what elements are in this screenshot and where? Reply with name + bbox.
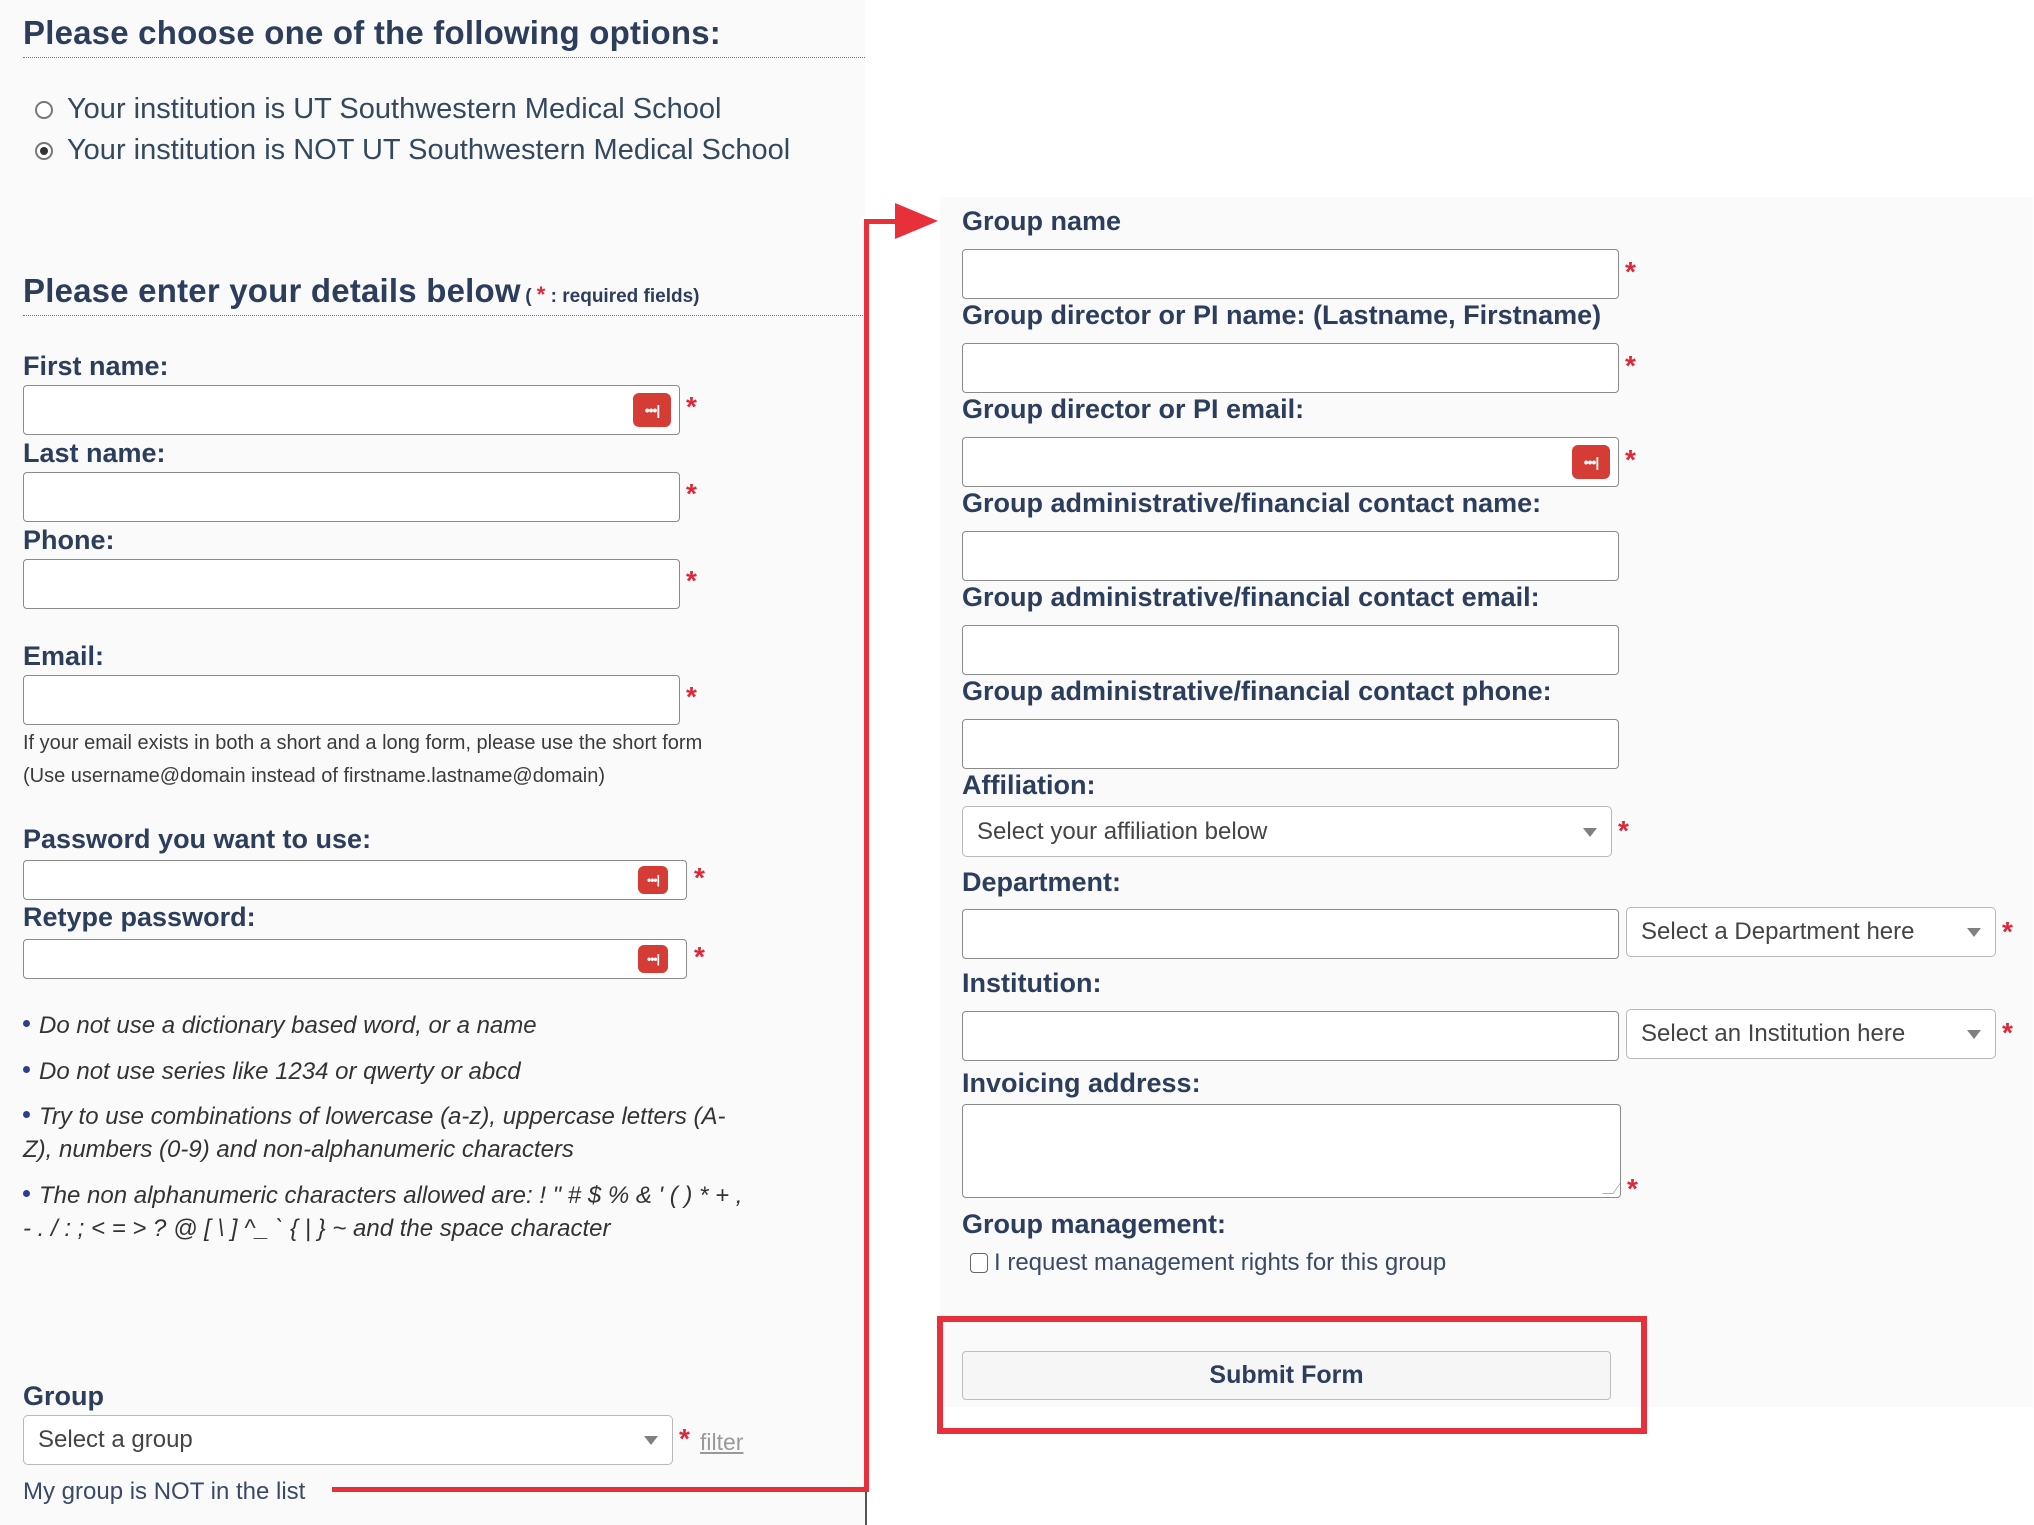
required-note-star: * [536, 282, 546, 307]
email-help-text: If your email exists in both a short and a long form, please use the short form [23, 732, 703, 754]
password-label: Password you want to use: [23, 824, 372, 854]
required-star: * [1625, 256, 1636, 287]
department-select[interactable] [1626, 907, 1996, 957]
chevron-down-icon [1967, 928, 1981, 937]
required-note [525, 282, 700, 307]
retype-password-label: Retype password: [23, 902, 256, 932]
password-manager-icon[interactable]: •••| [638, 945, 668, 973]
group-select[interactable] [23, 1415, 673, 1465]
department-select-value: Select a Department here [1641, 918, 1915, 945]
last-name-label: Last name: [23, 438, 166, 468]
required-star: * [686, 681, 697, 712]
admin-name-input[interactable] [962, 531, 1619, 581]
institution-input[interactable] [962, 1011, 1619, 1061]
panel-divider [865, 1492, 867, 1525]
affiliation-label: Affiliation: [962, 770, 1096, 800]
radio-button-selected[interactable] [35, 142, 53, 160]
institution-select[interactable] [1626, 1009, 1996, 1059]
password-rule [23, 1100, 753, 1166]
required-note-text: : required fields) [550, 286, 700, 307]
chevron-down-icon [1583, 828, 1597, 837]
annotation-line-horizontal [332, 1487, 869, 1492]
group-management-label: Group management: [962, 1209, 1227, 1239]
phone-input[interactable] [23, 559, 680, 609]
annotation-arrow-icon [895, 203, 938, 239]
options-heading: Please choose one of the following options: [23, 14, 721, 51]
email-input[interactable] [23, 675, 680, 725]
affiliation-select[interactable] [962, 806, 1612, 857]
institution-label: Institution: [962, 968, 1102, 998]
password-rule [23, 1009, 753, 1042]
management-rights-option[interactable] [970, 1249, 1446, 1277]
password-input[interactable] [23, 860, 687, 900]
chevron-down-icon [644, 1436, 658, 1445]
phone-label: Phone: [23, 525, 115, 555]
pi-name-label: Group director or PI name: (Lastname, Firstname) [962, 300, 1602, 330]
resize-handle-icon[interactable] [1602, 1183, 1621, 1194]
department-label: Department: [962, 867, 1122, 897]
password-rule-text: The non alphanumeric characters allowed are: ! " # $ % & ' ( ) * + , - . / : ; < = > ? @ [ \ ] ^_ ` { | } ~ and the space character [23, 1182, 743, 1242]
password-manager-icon[interactable]: •••| [633, 393, 671, 427]
radio-option-utsw[interactable] [35, 93, 721, 126]
password-manager-icon[interactable]: •••| [1572, 445, 1610, 479]
bullet-icon [23, 1111, 30, 1118]
required-star: * [1618, 815, 1629, 846]
required-star: * [686, 565, 697, 596]
bullet-icon [23, 1190, 30, 1197]
password-manager-icon[interactable]: •••| [638, 866, 668, 894]
required-star: * [2002, 916, 2013, 947]
management-rights-checkbox[interactable] [970, 1253, 988, 1273]
admin-phone-label: Group administrative/financial contact phone: [962, 676, 1552, 706]
required-star: * [2002, 1017, 2013, 1048]
admin-email-label: Group administrative/financial contact email: [962, 582, 1540, 612]
annotation-line-vertical [864, 219, 869, 1492]
department-input[interactable] [962, 909, 1619, 959]
institution-select-value: Select an Institution here [1641, 1020, 1906, 1047]
retype-password-input[interactable] [23, 939, 687, 979]
management-rights-label: I request management rights for this group [994, 1249, 1447, 1276]
email-label: Email: [23, 641, 105, 671]
required-star: * [1625, 444, 1636, 475]
email-help-example: (Use username@domain instead of firstname.lastname@domain) [23, 765, 605, 787]
admin-email-input[interactable] [962, 625, 1619, 675]
pi-email-label: Group director or PI email: [962, 394, 1305, 424]
admin-name-label: Group administrative/financial contact name: [962, 488, 1542, 518]
group-select-value: Select a group [38, 1426, 193, 1453]
group-name-label: Group name [962, 206, 1122, 236]
group-label: Group [23, 1381, 104, 1411]
last-name-input[interactable] [23, 472, 680, 522]
required-note-open: ( [525, 286, 532, 307]
required-star: * [694, 862, 705, 893]
first-name-input[interactable] [23, 385, 680, 435]
chevron-down-icon [1967, 1030, 1981, 1039]
details-heading-rule [23, 315, 865, 316]
password-rule-text: Try to use combinations of lowercase (a-z), uppercase letters (A-Z), numbers (0-9) and non-alphanumeric characters [23, 1103, 726, 1163]
password-rule [23, 1179, 753, 1245]
bullet-icon [23, 1020, 30, 1027]
password-rule-text: Do not use series like 1234 or qwerty or abcd [39, 1058, 521, 1085]
details-heading-text: Please enter your details below [23, 272, 521, 309]
first-name-label: First name: [23, 351, 169, 381]
pi-email-input[interactable] [962, 437, 1619, 487]
required-star: * [686, 391, 697, 422]
left-panel [0, 0, 865, 1525]
pi-name-input[interactable] [962, 343, 1619, 393]
required-star: * [686, 478, 697, 509]
radio-option-not-utsw[interactable] [35, 134, 790, 167]
invoicing-address-textarea[interactable] [962, 1104, 1621, 1198]
password-rule [23, 1055, 753, 1088]
required-star: * [1627, 1173, 1638, 1204]
group-not-in-list-link[interactable]: My group is NOT in the list [23, 1478, 306, 1505]
radio-label: Your institution is NOT UT Southwestern Medical School [67, 134, 791, 166]
radio-button[interactable] [35, 101, 53, 119]
bullet-icon [23, 1066, 30, 1073]
details-heading [23, 272, 700, 310]
affiliation-select-value: Select your affiliation below [977, 817, 1268, 845]
required-star: * [679, 1423, 690, 1454]
password-rule-text: Do not use a dictionary based word, or a name [39, 1012, 537, 1039]
invoicing-address-label: Invoicing address: [962, 1068, 1201, 1098]
admin-phone-input[interactable] [962, 719, 1619, 769]
required-star: * [1625, 350, 1636, 381]
filter-link[interactable]: filter [700, 1429, 744, 1455]
group-name-input[interactable] [962, 249, 1619, 299]
submit-form-button[interactable]: Submit Form [962, 1351, 1611, 1400]
radio-label: Your institution is UT Southwestern Medical School [67, 93, 722, 125]
required-star: * [694, 941, 705, 972]
options-heading-rule [23, 57, 865, 58]
